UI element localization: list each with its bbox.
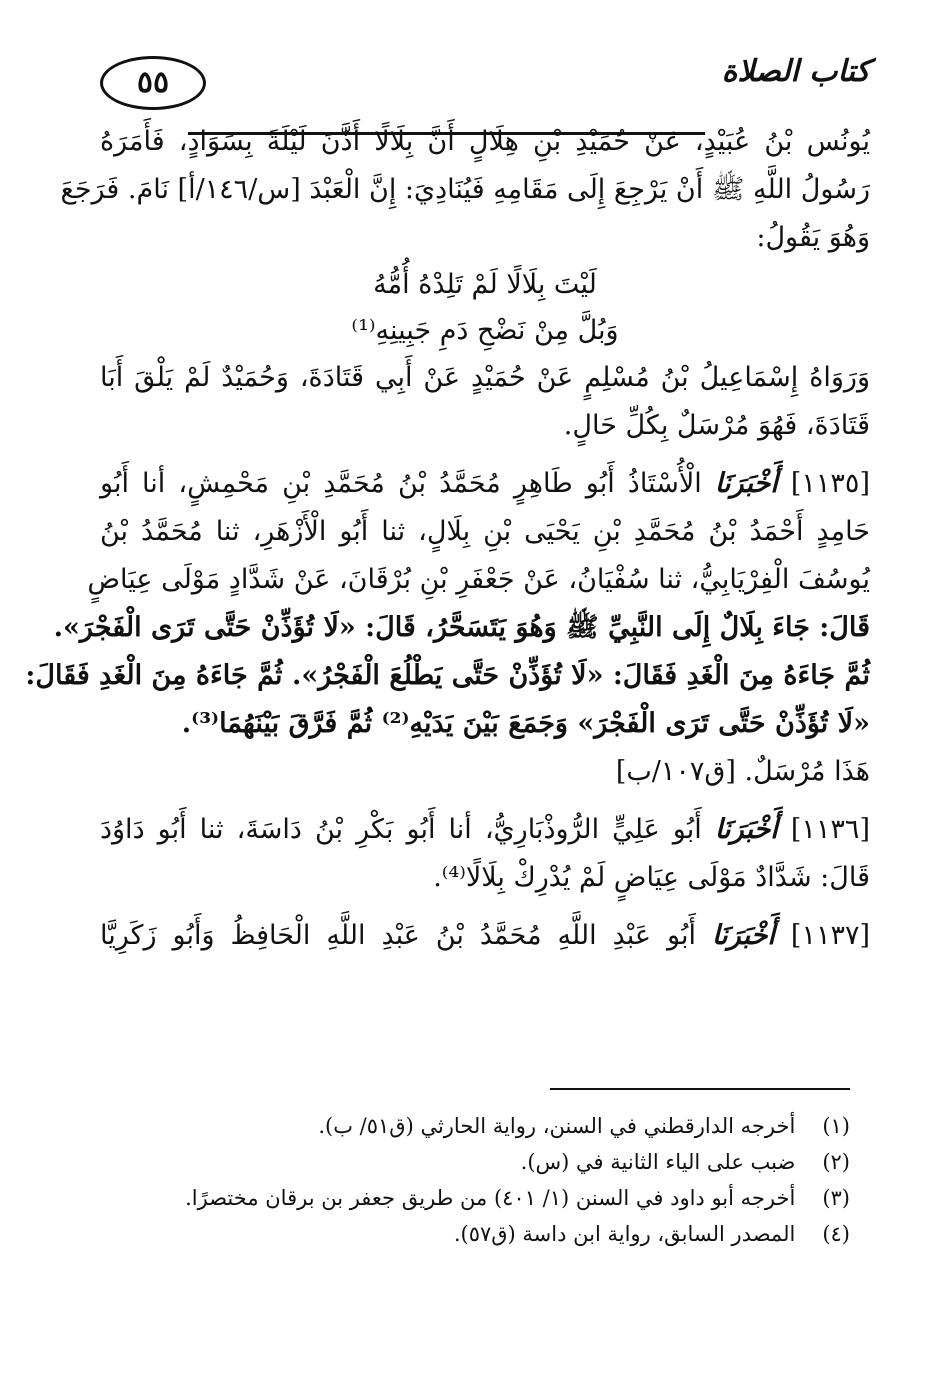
page-number-oval	[100, 56, 206, 110]
footnote-number: (٣)	[822, 1186, 850, 1210]
footnote-number: (١)	[822, 1114, 850, 1138]
footnote-separator	[550, 1088, 850, 1090]
footnote	[100, 1108, 850, 1144]
text-line: «لَا تُؤَذِّنْ حَتَّى تَرَى الْفَجْرَ» وَجَمَعَ بَيْنَ يَدَيْهِ⁽²⁾ ثُمَّ فَرَّقَ بَيْنَهُمَا⁽³⁾.	[181, 708, 870, 739]
isnad-text: أَبُو عَبْدِ اللَّهِ مُحَمَّدُ بْنُ عَبْدِ اللَّهِ الْحَافِظُ وَأَبُو زَكَرِيَّا	[100, 920, 696, 951]
footnote-number: (٤)	[822, 1222, 850, 1246]
footnote-text: أخرجه الدارقطني في السنن، رواية الحارثي (ق٥١/ ب).	[318, 1114, 796, 1138]
footnote-number: (٢)	[822, 1150, 850, 1174]
footnote-text: أخرجه أبو داود في السنن (١/ ٤٠١) من طريق جعفر بن برقان مختصرًا.	[185, 1186, 796, 1210]
text-line: قَتَادَةَ، فَهُوَ مُرْسَلٌ بِكُلِّ حَالٍ.	[563, 410, 870, 441]
text-line: رَسُولُ اللَّهِ ﷺ أَنْ يَرْجِعَ إِلَى مَقَامِهِ فَيُنَادِيَ: إِنَّ الْعَبْدَ [س/١٤٦/أ] نَامَ. فَرَجَعَ	[60, 174, 870, 205]
text-line: يُونُس بْنُ عُبَيْدٍ، عَنْ حُمَيْدِ بْنِ هِلَالٍ أَنَّ بِلَالًا أَذَّنَ لَيْلَةً بِسَوَادٍ، فَأَمَرَهُ	[100, 126, 870, 157]
footnote	[100, 1180, 850, 1216]
footnote	[100, 1144, 850, 1180]
text-line: يُوسُفَ الْفِرْيَابِيُّ، ثنا سُفْيَانُ، عَنْ جَعْفَرِ بْنِ بُرْقَانَ، عَنْ شَدَّادٍ مَوْلَى عِيَاضٍ	[87, 564, 870, 595]
text-line: قَالَ: جَاءَ بِلَالٌ إِلَى النَّبِيِّ ﷺ وَهُوَ يَتَسَحَّرُ، قَالَ: «لَا تُؤَذِّنْ حَتَّى تَرَى الْفَجْرَ».	[53, 612, 870, 643]
footnote-text: ضبب على الياء الثانية في (س).	[520, 1150, 796, 1174]
footnote	[100, 1216, 850, 1252]
akhbarana-label: أَخْبَرَنَا	[714, 814, 778, 845]
text-line: وَرَوَاهُ إِسْمَاعِيلُ بْنُ مُسْلِمٍ عَنْ حُمَيْدٍ عَنْ أَبِي قَتَادَةَ، وَحُمَيْدٌ لَمْ يَلْقَ أَبَا	[100, 362, 870, 393]
isnad-text: أَبُو عَلِيٍّ الرُّوذْبَارِيُّ، أنا أَبُو بَكْرِ بْنُ دَاسَةَ، ثنا أَبُو دَاوُدَ	[100, 814, 702, 845]
footnotes	[100, 1108, 850, 1252]
hadith-number: [١١٣٧]	[790, 920, 870, 951]
hadith-number: [١١٣٥]	[790, 468, 870, 499]
page-header	[100, 52, 870, 116]
akhbarana-label: أَخْبَرَنَا	[714, 468, 778, 499]
hadith-1136-opening	[100, 806, 870, 854]
hadith-1137-opening	[100, 912, 870, 960]
footnote-text: المصدر السابق، رواية ابن داسة (ق٥٧).	[453, 1222, 796, 1246]
book-title: كتاب الصلاة	[721, 54, 870, 89]
hadith-1135-opening	[100, 460, 870, 508]
poem-verse-1: لَيْتَ بِلَالًا لَمْ تَلِدْهُ أُمُّهُ	[373, 269, 597, 300]
page-number: ٥٥	[136, 65, 170, 100]
hadith-1135-closing: هَذَا مُرْسَلٌ. [ق١٠٧/ب]	[615, 756, 870, 787]
akhbarana-label: أَخْبَرَنَا	[711, 920, 775, 951]
text-line: وَهُوَ يَقُولُ:	[756, 222, 870, 253]
hadith-number: [١١٣٦]	[790, 814, 870, 845]
text-line: حَامِدٍ أَحْمَدُ بْنُ مُحَمَّدِ بْنِ يَحْيَى بْنِ بِلَالٍ، ثنا أَبُو الْأَزْهَرِ، ثنا مُحَمَّدُ بْنُ	[100, 516, 870, 547]
text-line: ثُمَّ جَاءَهُ مِنَ الْغَدِ فَقَالَ: «لَا تُؤَذِّنْ حَتَّى يَطْلُعَ الْفَجْرُ». ثُمَّ جَاءَهُ مِنَ الْغَدِ فَقَالَ:	[25, 660, 870, 691]
text-line: قَالَ: شَدَّادٌ مَوْلَى عِيَاضٍ لَمْ يُدْرِكْ بِلَالًا⁽⁴⁾.	[433, 862, 870, 893]
main-text	[25, 118, 870, 960]
isnad-text: الْأُسْتَاذُ أَبُو طَاهِرٍ مُحَمَّدُ بْنُ مُحَمَّدِ بْنِ مَحْمِشٍ، أنا أَبُو	[100, 468, 702, 499]
poem-verse-2: وَبُلَّ مِنْ نَضْحِ دَمِ جَبِينِهِ⁽¹⁾	[351, 315, 619, 346]
